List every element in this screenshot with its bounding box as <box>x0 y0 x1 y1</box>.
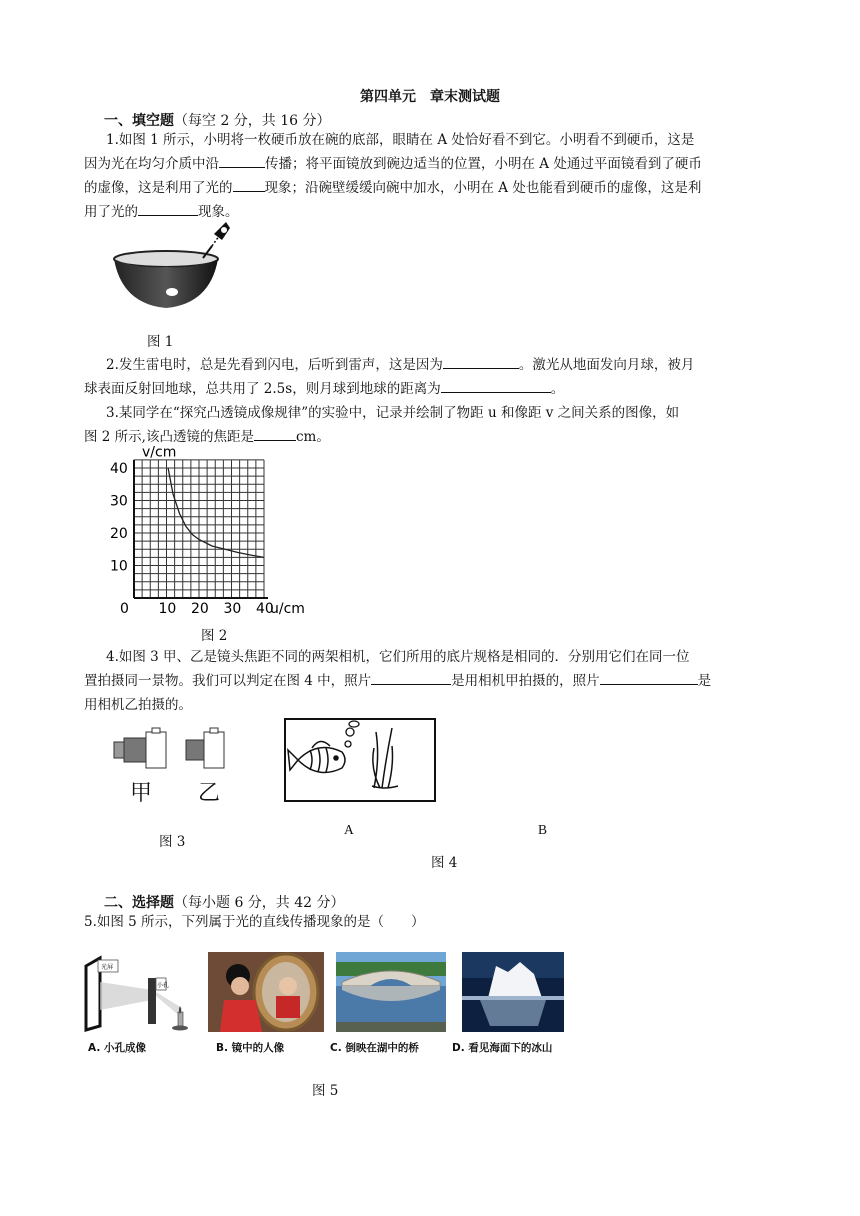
q2-line-2: 球表面反射回地球，总共用了 2.5s，则月球到地球的距离为 。 <box>84 377 778 401</box>
figure-1-bowl <box>108 214 232 314</box>
camera-b-label: 乙 <box>198 781 221 806</box>
x-tick-label: 40 <box>256 601 274 617</box>
q1-line-2: 因为光在均匀介质中沿 传播；将平面镜放到碗边适当的位置，小明在 A 处通过平面镜看到了硬币 <box>84 152 778 176</box>
q4-line-3: 用相机乙拍摄的。 <box>84 697 192 713</box>
figure-3-caption: 图 3 <box>159 834 186 850</box>
section-2-note: （每小题 6 分，共 42 分） <box>174 895 345 911</box>
camera-a-label: 甲 <box>130 781 153 806</box>
figure-2-chart <box>104 446 324 622</box>
option-d-label: D. 看见海面下的冰山 <box>452 1042 553 1054</box>
question-5 <box>84 910 778 934</box>
figure-4-photo <box>284 718 436 802</box>
x-tick-label: 0 <box>120 601 129 617</box>
figure-3-cameras <box>110 726 230 774</box>
q3-line-2: 图 2 所示,该凸透镜的焦距是 cm。 <box>84 425 778 449</box>
q1-blank-2[interactable] <box>233 177 265 192</box>
x-tick-label: 20 <box>191 601 209 617</box>
section-1-title: 一、填空题 <box>104 113 174 129</box>
option-b-image <box>208 952 324 1032</box>
option-a-image <box>82 952 198 1032</box>
camera-b-icon <box>186 728 224 768</box>
q5-line-1: 5.如图 5 所示，下列属于光的直线传播现象的是（ ） <box>84 914 425 930</box>
option-d-image <box>462 952 564 1032</box>
page-title: 第四单元 章末测试题 <box>360 89 500 105</box>
q3-line-1: 3.某同学在“探究凸透镜成像规律”的实验中，记录并绘制了物距 u 和像距 v 之间关系的图像，如 <box>106 405 680 421</box>
q4-blank-1[interactable] <box>371 670 451 685</box>
chart-grid <box>134 460 264 598</box>
figure-1-caption: 图 1 <box>147 334 174 350</box>
q4-blank-2[interactable] <box>600 670 698 685</box>
question-2 <box>84 353 778 401</box>
y-tick-label: 10 <box>110 558 128 575</box>
question-3 <box>84 401 778 449</box>
x-tick-label: 30 <box>223 601 242 617</box>
x-axis-label: u/cm <box>270 601 305 617</box>
option-c-image <box>336 952 446 1032</box>
question-4 <box>84 645 778 717</box>
section-2-title: 二、选择题 <box>104 895 174 911</box>
y-tick-label: 40 <box>110 461 128 477</box>
section-2-heading <box>104 892 345 912</box>
question-1 <box>84 128 778 224</box>
section-1-heading <box>104 110 331 130</box>
q2-blank-2[interactable] <box>441 378 551 393</box>
q2-line-1: 2.发生雷电时，总是先看到闪电，后听到雷声，这是因为 。激光从地面发向月球，被月 <box>84 353 778 377</box>
y-axis-label: v/cm <box>142 446 177 461</box>
photo-a-label: A <box>344 822 354 837</box>
section-1-note: （每空 2 分，共 16 分） <box>174 113 331 129</box>
option-c-label: C. 倒映在湖中的桥 <box>330 1042 419 1054</box>
photo-b-label: B <box>538 822 548 837</box>
option-b-label: B. 镜中的人像 <box>216 1042 285 1054</box>
q2-blank-1[interactable] <box>443 354 519 369</box>
screen-label: 光屏 <box>101 964 114 971</box>
q4-line-1: 4.如图 3 甲、乙是镜头焦距不同的两架相机，它们所用的底片规格是相同的．分别用它们在同一位 <box>106 649 690 665</box>
q4-line-2: 置拍摄同一景物。我们可以判定在图 4 中，照片 是用相机甲拍摄的，照片 是 <box>84 669 778 693</box>
camera-a-icon <box>114 728 166 768</box>
q1-line-1: 1.如图 1 所示，小明将一枚硬币放在碗的底部，眼睛在 A 处恰好看不到它。小明看不到硬币，这是 <box>106 132 695 148</box>
y-tick-label: 30 <box>110 493 128 510</box>
q1-line-3: 的虚像，这是利用了光的 现象；沿碗壁缓缓向碗中加水，小明在 A 处也能看到硬币的虚像，这是利 <box>84 176 778 200</box>
hole-label: 小孔 <box>157 982 170 989</box>
figure-2-caption: 图 2 <box>201 628 228 644</box>
option-a-label: A. 小孔成像 <box>88 1042 146 1054</box>
figure-5-caption: 图 5 <box>312 1083 339 1099</box>
y-tick-label: 20 <box>110 526 128 542</box>
q1-line-4: 用了光的 现象。 <box>84 200 778 224</box>
x-tick-label: 10 <box>158 601 177 617</box>
q3-blank-1[interactable] <box>254 426 296 441</box>
figure-4-caption: 图 4 <box>431 855 458 871</box>
q1-blank-1[interactable] <box>219 153 265 168</box>
